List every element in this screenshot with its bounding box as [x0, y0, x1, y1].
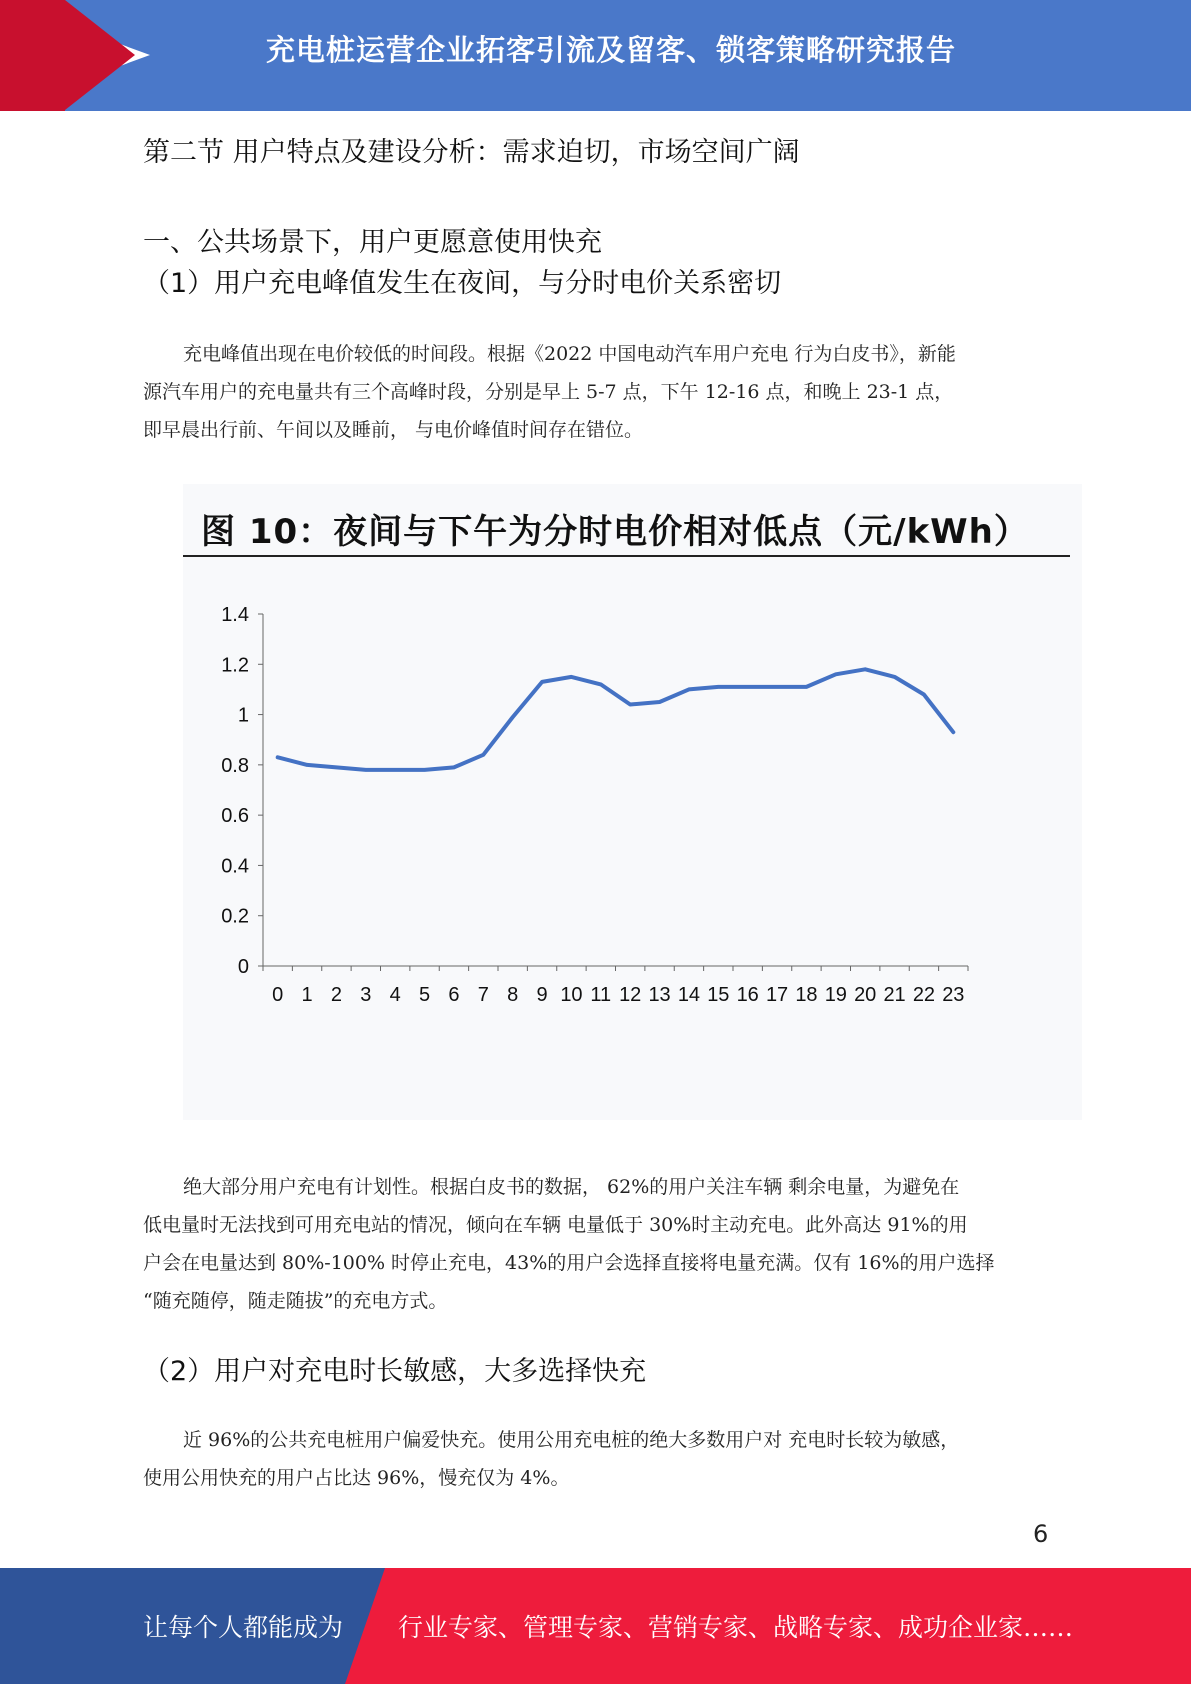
x-tick-label: 13	[648, 984, 671, 1006]
x-tick-label: 4	[389, 984, 401, 1006]
x-tick-label: 9	[536, 984, 548, 1006]
x-tick-label: 22	[912, 984, 936, 1006]
x-tick-label: 5	[419, 984, 431, 1006]
paragraph-line: 户会在电量达到 80%-100% 时停止充电，43%的用户会选择直接将电量充满。仅有 16%的用户选择	[143, 1252, 995, 1274]
footer-banner	[0, 1568, 1191, 1684]
subsection-heading-1: 一、公共场景下，用户更愿意使用快充	[143, 227, 602, 258]
paragraph-2	[143, 1168, 1048, 1320]
x-tick-label: 21	[883, 984, 906, 1006]
y-tick-label: 0.4	[221, 855, 249, 878]
paragraph-3	[143, 1421, 1048, 1497]
subsection-heading-1-2: （2）用户对充电时长敏感，大多选择快充	[143, 1356, 647, 1387]
y-tick-label: 0.6	[221, 805, 249, 828]
subsection-heading-1-1: （1）用户充电峰值发生在夜间，与分时电价关系密切	[143, 268, 782, 299]
paragraph-line: 低电量时无法找到可用充电站的情况，倾向在车辆 电量低于 30%时主动充电。此外高达 91%的用	[143, 1214, 968, 1236]
x-tick-label: 0	[272, 984, 284, 1006]
footer-slogan-right: 行业专家、管理专家、营销专家、战略专家、成功企业家……	[398, 1613, 1074, 1642]
price-series-line	[278, 669, 954, 770]
price-line-chart	[203, 584, 1043, 1084]
y-tick-label: 1.4	[221, 604, 249, 626]
figure-title-rule	[183, 555, 1070, 557]
x-tick-label: 19	[824, 984, 847, 1006]
x-tick-label: 10	[560, 984, 583, 1006]
paragraph-line: 绝大部分用户充电有计划性。根据白皮书的数据， 62%的用户关注车辆 剩余电量，为避免在	[183, 1176, 960, 1198]
x-tick-label: 8	[507, 984, 519, 1006]
paragraph-line: 近 96%的公共充电桩用户偏爱快充。使用公用充电桩的绝大多数用户对 充电时长较为敏感，	[183, 1429, 960, 1451]
x-tick-label: 7	[477, 984, 489, 1006]
paragraph-line: 源汽车用户的充电量共有三个高峰时段，分别是早上 5-7 点，下午 12-16 点，和晚上 23-1 点，	[143, 381, 954, 403]
header-banner	[0, 0, 1191, 111]
footer-slogan-left: 让每个人都能成为	[143, 1613, 344, 1642]
x-tick-label: 2	[330, 984, 342, 1006]
x-tick-label: 11	[590, 984, 612, 1006]
figure-10	[183, 484, 1082, 1120]
x-tick-label: 15	[707, 984, 730, 1006]
y-tick-label: 0	[237, 956, 249, 978]
page-number: 6	[1033, 1520, 1049, 1548]
x-tick-label: 14	[677, 984, 701, 1006]
y-tick-label: 0.2	[221, 905, 249, 928]
paragraph-line: 即早晨出行前、午间以及睡前， 与电价峰值时间存在错位。	[143, 419, 644, 441]
y-tick-label: 1	[237, 704, 249, 727]
paragraph-line: 充电峰值出现在电价较低的时间段。根据《2022 中国电动汽车用户充电 行为白皮书》，新能	[183, 343, 956, 365]
x-tick-label: 16	[736, 984, 759, 1006]
x-tick-label: 3	[360, 984, 372, 1006]
x-tick-label: 17	[765, 984, 789, 1006]
x-tick-label: 20	[854, 984, 877, 1006]
x-tick-label: 6	[448, 984, 460, 1006]
x-tick-label: 23	[942, 984, 965, 1006]
paragraph-line: 使用公用快充的用户占比达 96%，慢充仅为 4%。	[143, 1467, 570, 1489]
y-tick-label: 0.8	[221, 754, 249, 777]
section-heading: 第二节 用户特点及建设分析：需求迫切，市场空间广阔	[143, 137, 800, 168]
header-red-arrow	[65, 0, 135, 110]
figure-title: 图 10：夜间与下午为分时电价相对低点（元/kWh）	[201, 512, 1029, 552]
x-tick-label: 18	[795, 984, 818, 1006]
paragraph-1	[143, 335, 1048, 449]
paragraph-line: “随充随停，随走随拔”的充电方式。	[143, 1290, 448, 1312]
header-red-block	[0, 0, 65, 111]
report-title: 充电桩运营企业拓客引流及留客、锁客策略研究报告	[266, 33, 957, 67]
x-tick-label: 1	[301, 984, 313, 1006]
y-tick-label: 1.2	[221, 654, 249, 677]
x-tick-label: 12	[619, 984, 642, 1006]
